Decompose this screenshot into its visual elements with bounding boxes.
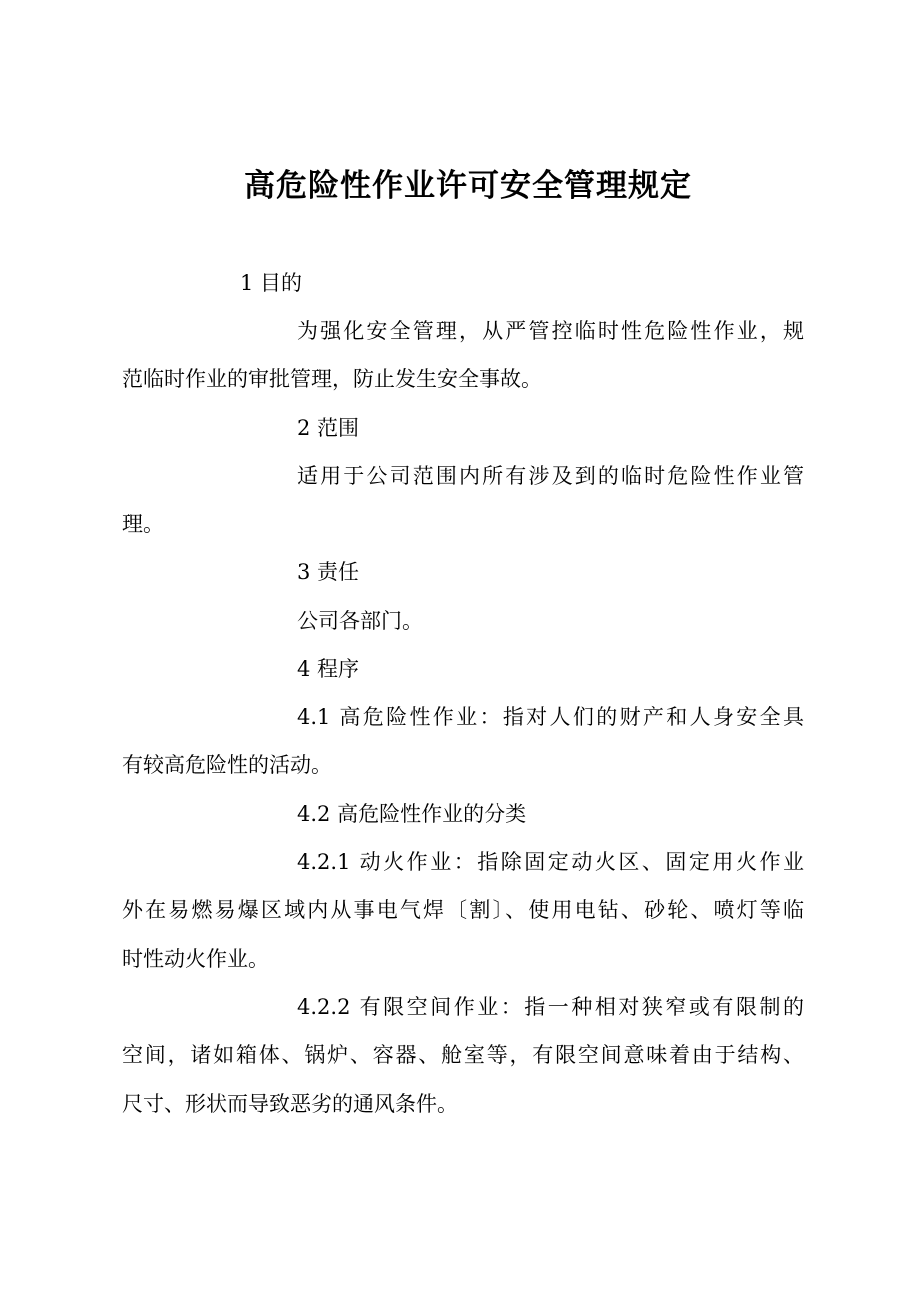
heading-classification: 4.2 高危险性作业的分类 (297, 802, 527, 826)
paragraph-line: 4.2.1 动火作业：指除固定动火区、固定用火作业 (297, 850, 804, 874)
document-title: 高危险性作业许可安全管理规定 (244, 168, 692, 204)
paragraph-line: 时性动火作业。 (122, 947, 269, 971)
heading-scope: 2 范围 (297, 416, 360, 440)
paragraph-line: 范临时作业的审批管理，防止发生安全事故。 (122, 367, 542, 391)
paragraph-line: 外在易燃易爆区域内从事电气焊〔割〕、使用电钻、砂轮、喷灯等临 (122, 898, 804, 922)
paragraph-line: 空间，诸如箱体、锅炉、容器、舱室等，有限空间意味着由于结构、 (122, 1043, 804, 1067)
paragraph-line: 尺寸、形状而导致恶劣的通风条件。 (122, 1092, 458, 1116)
heading-procedure: 4 程序 (297, 657, 360, 681)
paragraph-line: 4.1 高危险性作业：指对人们的财产和人身安全具 (297, 705, 804, 729)
paragraph-line: 公司各部门。 (297, 609, 423, 633)
paragraph-line: 4.2.2 有限空间作业：指一种相对狭窄或有限制的 (297, 995, 804, 1019)
heading-purpose: 1 目的 (240, 271, 303, 295)
paragraph-line: 理。 (122, 512, 164, 536)
paragraph-line: 为强化安全管理，从严管控临时性危险性作业，规 (297, 319, 804, 343)
paragraph-line: 有较高危险性的活动。 (122, 753, 332, 777)
heading-responsibility: 3 责任 (297, 560, 360, 584)
paragraph-line: 适用于公司范围内所有涉及到的临时危险性作业管 (297, 464, 804, 488)
